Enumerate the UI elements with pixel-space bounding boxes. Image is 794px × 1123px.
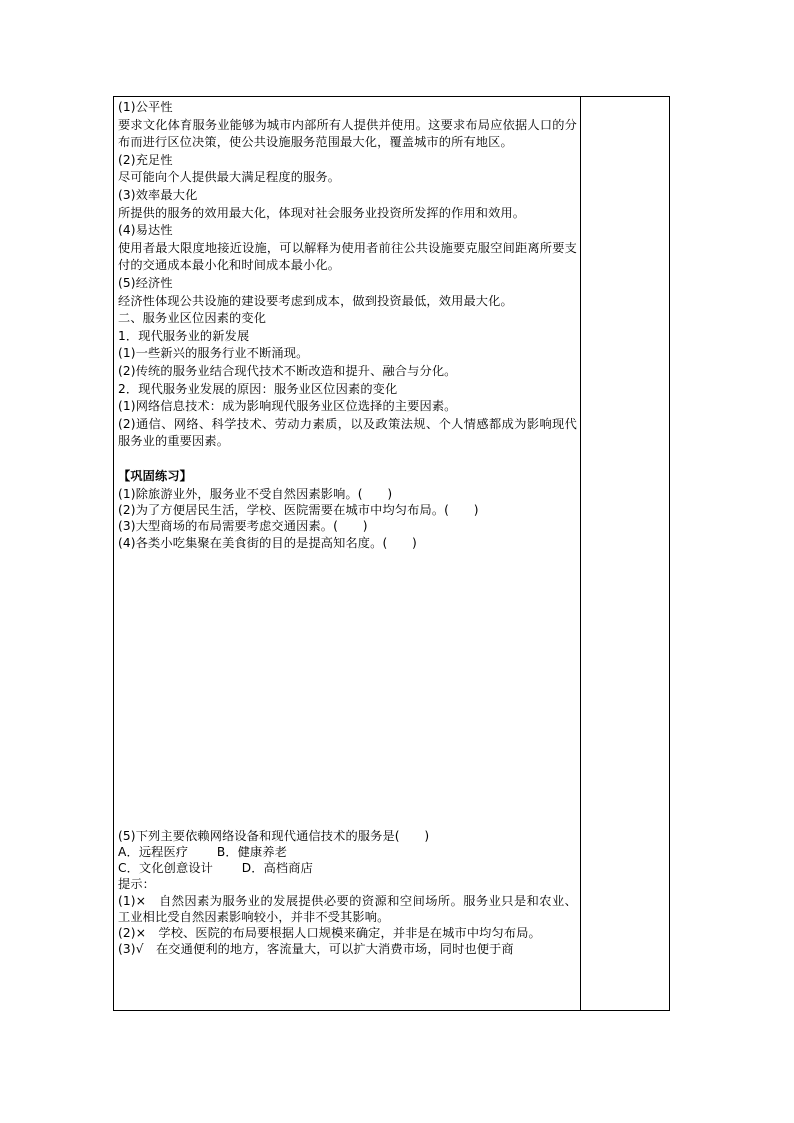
question-5: (5)下列主要依赖网络设备和现代通信技术的服务是( ) [118, 828, 430, 843]
subsection-2-item-2: (2)通信、网络、科学技术、劳动力素质，以及政策法规、个人情感都成为影响现代服务业的重要因素。 [118, 416, 577, 449]
practice-title: 【巩固练习】 [118, 469, 193, 484]
answer-1: (1)× 自然因素为服务业的发展提供必要的资源和空间场所。服务业只是和农业、工业相比受自然因素影响较小，并非不受其影响。 [118, 893, 577, 924]
subsection-1-title: 1．现代服务业的新发展 [118, 328, 250, 343]
blank-space [118, 551, 577, 828]
blank-line [118, 451, 577, 469]
answer-2: (2)× 学校、医院的布局要根据人口规模来确定，并非是在城市中均匀布局。 [118, 926, 541, 941]
subsection-2-title: 2．现代服务业发展的原因：服务业区位因素的变化 [118, 381, 398, 396]
question-4: (4)各类小吃集聚在美食街的目的是提高知名度。( ) [118, 535, 417, 550]
principle-3-heading: (3)效率最大化 [118, 187, 198, 202]
question-5-options-cd: C．文化创意设计 D．高档商店 [118, 861, 313, 876]
layout-table [113, 96, 670, 1011]
principle-4-text: 使用者最大限度地接近设施，可以解释为使用者前往公共设施要克服空间距离所要支付的交通成本最小化和时间成本最小化。 [118, 240, 577, 273]
principle-2-text: 尽可能向个人提供最大满足程度的服务。 [118, 170, 341, 185]
section-2-title: 二、服务业区位因素的变化 [118, 311, 267, 326]
hint-title: 提示： [118, 877, 156, 892]
principle-2-heading: (2)充足性 [118, 152, 173, 167]
subsection-2-item-1: (1)网络信息技术：成为影响现代服务业区位选择的主要因素。 [118, 399, 457, 414]
side-notes-cell [582, 97, 670, 1010]
principle-5-heading: (5)经济性 [118, 275, 173, 290]
principle-4-heading: (4)易达性 [118, 223, 173, 238]
principle-3-text: 所提供的服务的效用最大化，体现对社会服务业投资所发挥的作用和效用。 [118, 205, 526, 220]
question-2: (2)为了方便居民生活，学校、医院需要在城市中均匀布局。( ) [118, 503, 479, 518]
answer-3: (3)√ 在交通便利的地方，客流量大，可以扩大消费市场，同时也便于商 [118, 942, 514, 957]
practice-questions [118, 486, 577, 551]
principle-1-heading: (1)公平性 [118, 100, 173, 114]
principle-5-text: 经济性体现公共设施的建设要考虑到成本，做到投资最低，效用最大化。 [118, 293, 513, 308]
question-5-block [118, 828, 577, 958]
question-3: (3)大型商场的布局需要考虑交通因素。( ) [118, 519, 368, 534]
principle-1-text: 要求文化体育服务业能够为城市内部所有人提供并使用。这要求布局应依据人口的分布而进行区位决策，使公共设施服务范围最大化，覆盖城市的所有地区。 [118, 117, 577, 150]
column-divider [580, 97, 581, 1010]
question-1: (1)除旅游业外，服务业不受自然因素影响。( ) [118, 487, 393, 502]
question-5-options-ab: A．远程医疗 B．健康养老 [118, 845, 288, 860]
subsection-1-item-2: (2)传统的服务业结合现代技术不断改造和提升、融合与分化。 [118, 363, 457, 378]
main-content-cell [118, 99, 577, 1008]
subsection-1-item-1: (1)一些新兴的服务行业不断涌现。 [118, 346, 309, 361]
